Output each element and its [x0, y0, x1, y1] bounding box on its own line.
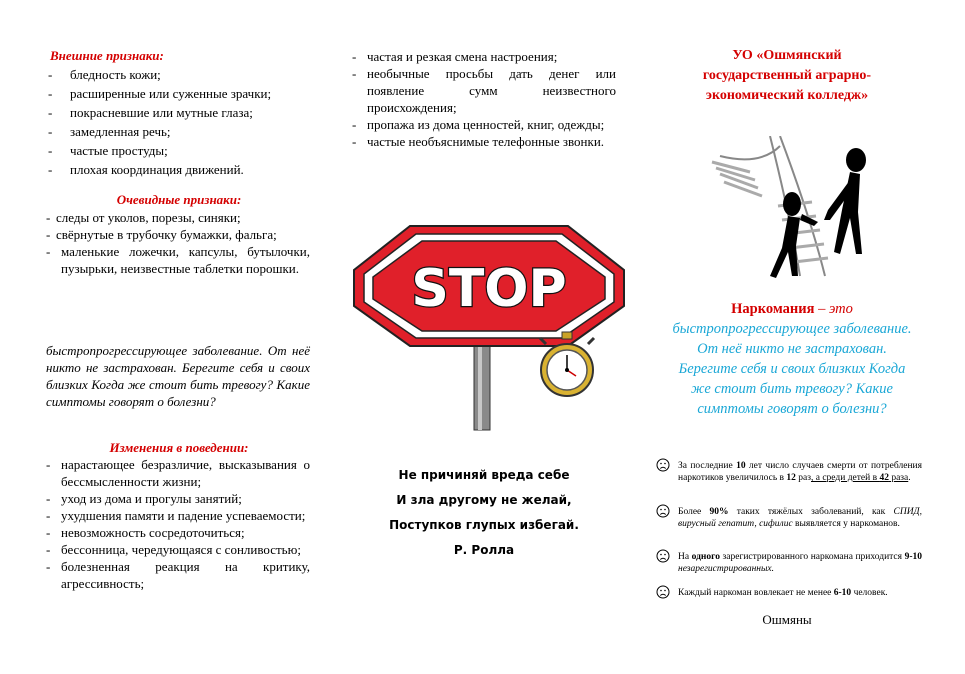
list-item: - маленькие ложечки, капсулы, бутылочки, пузырьки, неизвестные таблетки порошки.	[46, 243, 310, 277]
sad-face-icon	[656, 585, 670, 599]
poem	[352, 468, 616, 557]
list-item: - необычные просьбы дать денег или появление сумм неизвестного происхождения;	[352, 65, 616, 116]
college-title: УО «Ошмянский государственный аграрно- экономический колледж»	[702, 48, 872, 103]
list-item: - свёрнутые в трубочку бумажки, фальга;	[46, 226, 310, 243]
sad-face-icon	[656, 504, 670, 518]
list-item: - пропажа из дома ценностей, книг, одежды;	[352, 116, 616, 133]
list-item: - расширенные или суженные зрачки;	[46, 85, 312, 102]
list-item: - частая и резкая смена настроения;	[352, 48, 616, 65]
list-item: - плохая координация движений.	[46, 161, 312, 178]
behavior-changes-list-continued	[352, 48, 616, 150]
list-item: - частые простуды;	[46, 142, 312, 159]
list-item: - покрасневшие или мутные глаза;	[46, 104, 312, 121]
list-item: - ухудшения памяти и падение успеваемости;	[46, 507, 310, 524]
list-item: - болезненная реакция на критику, агрессивность;	[46, 558, 310, 592]
stopwatch-icon	[538, 330, 596, 400]
list-item: - бледность кожи;	[46, 66, 312, 83]
column-right	[652, 0, 922, 674]
fact-item: На одного зарегистрированного наркомана приходится 9-10 незарегистрированных.	[652, 551, 922, 575]
poem-line: Поступков глупых избегай.	[389, 518, 579, 532]
column-middle	[352, 0, 616, 674]
fact-item: За последние 10 лет число случаев смерти от потребления наркотиков увеличилось в 12 раз, а среди детей в 42 раза.	[652, 460, 922, 484]
list-item: - замедленная речь;	[46, 123, 312, 140]
list-item: - невозможность сосредоточиться;	[46, 524, 310, 541]
behavior-changes-title: Изменения в поведении:	[109, 440, 249, 455]
headline-body: быстропрогрессирующее заболевание. От неё никто не застрахован. Берегите себя и своих близких Когда же стоит бить тревогу? Какие симптомы говорят о болезни?	[672, 321, 912, 417]
fact-item: Более 90% таких тяжёлых заболеваний, как СПИД, вирусный гепатит, сифилис выявляется у наркоманов.	[652, 506, 922, 530]
obvious-signs-list	[46, 209, 310, 277]
stop-sign-text: STOP	[411, 259, 567, 319]
sad-face-icon	[656, 549, 670, 563]
headline-text: Наркомания – это быстропрогрессирующее заболевание. От неё никто не застрахован. Берегите себя и своих близких Когда же стоит бить тревогу? Какие симптомы говорят о болезни?	[672, 301, 912, 417]
sad-face-icon	[656, 458, 670, 472]
poem-line: Не причиняй вреда себе	[398, 468, 570, 482]
external-signs-list	[46, 66, 312, 178]
list-item: - следы от уколов, порезы, синяки;	[46, 209, 310, 226]
town-name: Ошмяны	[762, 612, 812, 627]
stop-sign-icon	[352, 222, 632, 432]
external-signs-title: Внешние признаки:	[50, 48, 164, 63]
list-item: - нарастающее безразличие, высказывания о бессмысленности жизни;	[46, 456, 310, 490]
silhouette-figures-icon	[700, 136, 870, 286]
fact-item: Каждый наркоман вовлекает не менее 6-10 человек.	[652, 587, 922, 599]
column-left	[46, 0, 312, 674]
poem-author: Р. Ролла	[453, 543, 515, 557]
headline-bold: Наркомания	[731, 301, 815, 317]
italic-intro-text: быстропрогрессирующее заболевание. От неё никто не застрахован. Берегите себя и своих близких Когда же стоит бить тревогу? Какие симптомы говорят о болезни?	[46, 343, 310, 409]
behavior-changes-list	[46, 456, 310, 592]
list-item: - бессонница, чередующаяся с сонливостью;	[46, 541, 310, 558]
list-item: - уход из дома и прогулы занятий;	[46, 490, 310, 507]
obvious-signs-title: Очевидные признаки:	[116, 192, 242, 207]
poem-line: И зла другому не желай,	[396, 493, 572, 507]
list-item: - частые необъяснимые телефонные звонки.	[352, 133, 616, 150]
